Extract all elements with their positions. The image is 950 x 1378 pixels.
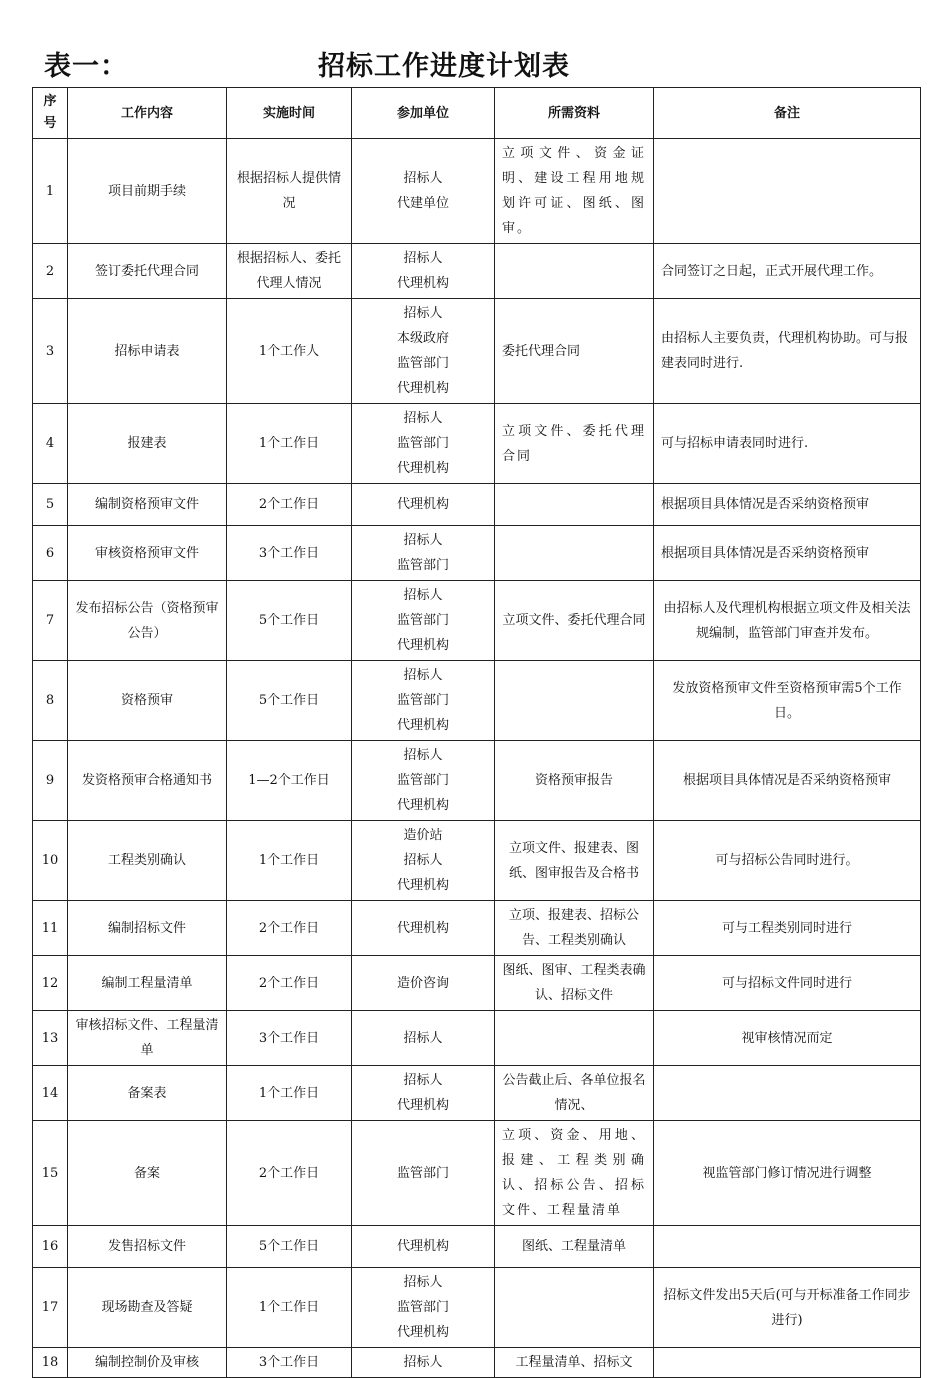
cell-line: 代理机构 <box>396 638 449 653</box>
required-materials-cell: 立项、报建表、招标公告、工程类别确认 <box>495 901 654 956</box>
participating-units-cell <box>352 661 495 741</box>
work-content-cell: 备案表 <box>68 1066 227 1121</box>
schedule-time-cell: 1个工作日 <box>227 1268 352 1348</box>
row-number-cell: 18 <box>33 1348 68 1378</box>
row-number-cell: 1 <box>33 139 68 244</box>
cell-line: 代建单位 <box>396 196 449 211</box>
row-number-cell: 5 <box>33 484 68 526</box>
work-content-cell: 编制工程量清单 <box>68 956 227 1011</box>
cell-line: 监管部门 <box>396 436 449 451</box>
schedule-time-cell: 5个工作日 <box>227 1226 352 1268</box>
table-row <box>33 1226 921 1268</box>
required-materials-cell: 工程量清单、招标文 <box>495 1348 654 1378</box>
cell-line: 招标人 <box>403 171 443 186</box>
participating-units-cell: 造价咨询 <box>352 956 495 1011</box>
table-row <box>33 581 921 661</box>
schedule-time-cell: 1个工作日 <box>227 1066 352 1121</box>
cell-line: 代理机构 <box>396 381 449 396</box>
required-materials-cell <box>495 1011 654 1066</box>
row-number-cell: 3 <box>33 299 68 404</box>
schedule-time-cell: 5个工作日 <box>227 661 352 741</box>
cell-line: 招标人 <box>403 588 443 603</box>
table-row <box>33 244 921 299</box>
participating-units-cell <box>352 581 495 661</box>
remarks-cell <box>654 1348 921 1378</box>
cell-line: 代理机构 <box>396 461 449 476</box>
row-number-cell: 14 <box>33 1066 68 1121</box>
table-row <box>33 1011 921 1066</box>
remarks-cell <box>654 1226 921 1268</box>
table-label: 表一： <box>44 51 128 82</box>
schedule-time-cell: 5个工作日 <box>227 581 352 661</box>
schedule-time-cell: 1个工作日 <box>227 404 352 484</box>
cell-line: 监管部门 <box>396 1300 449 1315</box>
cell-line: 代理机构 <box>396 798 449 813</box>
table-row <box>33 526 921 581</box>
participating-units-cell: 代理机构 <box>352 901 495 956</box>
required-materials-cell: 资格预审报告 <box>495 741 654 821</box>
required-materials-cell: 立项文件、资金证明、建设工程用地规划许可证、图纸、图审。 <box>495 139 654 244</box>
cell-line: 代理机构 <box>396 1325 449 1340</box>
required-materials-cell: 公告截止后、各单位报名情况、 <box>495 1066 654 1121</box>
cell-line: 本级政府 <box>396 331 449 346</box>
table-row <box>33 139 921 244</box>
work-content-cell: 审核资格预审文件 <box>68 526 227 581</box>
row-number-cell: 10 <box>33 821 68 901</box>
work-content-cell: 报建表 <box>68 404 227 484</box>
work-content-cell: 编制资格预审文件 <box>68 484 227 526</box>
table-row <box>33 1121 921 1226</box>
remarks-cell <box>654 1066 921 1121</box>
row-number-cell: 7 <box>33 581 68 661</box>
header-units: 参加单位 <box>352 88 495 139</box>
participating-units-cell <box>352 1268 495 1348</box>
work-content-cell: 工程类别确认 <box>68 821 227 901</box>
remarks-cell: 发放资格预审文件至资格预审需5个工作日。 <box>654 661 921 741</box>
cell-line: 代理机构 <box>396 878 449 893</box>
remarks-cell: 招标文件发出5天后(可与开标准备工作同步进行) <box>654 1268 921 1348</box>
work-content-cell: 编制控制价及审核 <box>68 1348 227 1378</box>
schedule-time-cell: 3个工作日 <box>227 1348 352 1378</box>
participating-units-cell: 代理机构 <box>352 484 495 526</box>
table-header <box>33 88 921 139</box>
required-materials-cell: 立项文件、委托代理合同 <box>495 581 654 661</box>
participating-units-cell <box>352 139 495 244</box>
table-row <box>33 956 921 1011</box>
cell-line: 招标人 <box>403 411 443 426</box>
table-row <box>33 741 921 821</box>
required-materials-cell <box>495 484 654 526</box>
remarks-cell: 合同签订之日起，正式开展代理工作。 <box>654 244 921 299</box>
schedule-time-cell: 3个工作日 <box>227 1011 352 1066</box>
required-materials-cell: 委托代理合同 <box>495 299 654 404</box>
remarks-cell: 可与工程类别同时进行 <box>654 901 921 956</box>
work-content-cell: 现场勘查及答疑 <box>68 1268 227 1348</box>
row-number-cell: 17 <box>33 1268 68 1348</box>
participating-units-cell: 招标人 <box>352 1348 495 1378</box>
row-number-cell: 2 <box>33 244 68 299</box>
participating-units-cell <box>352 244 495 299</box>
work-content-cell: 发布招标公告（资格预审公告） <box>68 581 227 661</box>
work-content-cell: 发售招标文件 <box>68 1226 227 1268</box>
remarks-cell: 可与招标公告同时进行。 <box>654 821 921 901</box>
participating-units-cell <box>352 1066 495 1121</box>
table-row <box>33 661 921 741</box>
work-content-cell: 备案 <box>68 1121 227 1226</box>
remarks-cell: 可与招标文件同时进行 <box>654 956 921 1011</box>
row-number-cell: 6 <box>33 526 68 581</box>
schedule-time-cell: 2个工作日 <box>227 1121 352 1226</box>
table-row <box>33 901 921 956</box>
remarks-cell: 视监管部门修订情况进行调整 <box>654 1121 921 1226</box>
work-content-cell: 审核招标文件、工程量清单 <box>68 1011 227 1066</box>
cell-line: 监管部门 <box>396 693 449 708</box>
cell-line: 招标人 <box>403 853 443 868</box>
row-number-cell: 11 <box>33 901 68 956</box>
row-number-cell: 13 <box>33 1011 68 1066</box>
participating-units-cell <box>352 526 495 581</box>
participating-units-cell: 招标人 <box>352 1011 495 1066</box>
cell-line: 招标人 <box>403 748 443 763</box>
header-no-line1: 序 <box>43 94 57 109</box>
table-row <box>33 1066 921 1121</box>
cell-line: 造价站 <box>403 828 443 843</box>
header-row <box>33 88 921 139</box>
participating-units-cell: 代理机构 <box>352 1226 495 1268</box>
remarks-cell: 视审核情况而定 <box>654 1011 921 1066</box>
remarks-cell: 可与招标申请表同时进行. <box>654 404 921 484</box>
required-materials-cell: 立项、资金、用地、报建、工程类别确认、招标公告、招标文件、工程量清单 <box>495 1121 654 1226</box>
cell-line: 代理机构 <box>396 718 449 733</box>
table-row <box>33 484 921 526</box>
required-materials-cell <box>495 1268 654 1348</box>
row-number-cell: 16 <box>33 1226 68 1268</box>
schedule-time-cell: 2个工作日 <box>227 901 352 956</box>
header-no <box>33 88 68 139</box>
row-number-cell: 9 <box>33 741 68 821</box>
cell-line: 招标人 <box>403 251 443 266</box>
schedule-time-cell: 3个工作日 <box>227 526 352 581</box>
required-materials-cell: 立项文件、报建表、图纸、图审报告及合格书 <box>495 821 654 901</box>
cell-line: 招标人 <box>403 668 443 683</box>
participating-units-cell <box>352 299 495 404</box>
remarks-cell: 由招标人及代理机构根据立项文件及相关法规编制，监管部门审查并发布。 <box>654 581 921 661</box>
header-remarks: 备注 <box>654 88 921 139</box>
remarks-cell: 根据项目具体情况是否采纳资格预审 <box>654 484 921 526</box>
work-content-cell: 签订委托代理合同 <box>68 244 227 299</box>
schedule-time-cell: 1个工作日 <box>227 821 352 901</box>
required-materials-cell <box>495 661 654 741</box>
schedule-time-cell: 根据招标人提供情况 <box>227 139 352 244</box>
work-content-cell: 资格预审 <box>68 661 227 741</box>
schedule-table <box>32 87 921 1378</box>
row-number-cell: 4 <box>33 404 68 484</box>
work-content-cell: 项目前期手续 <box>68 139 227 244</box>
cell-line: 代理机构 <box>396 276 449 291</box>
cell-line: 代理机构 <box>396 1098 449 1113</box>
header-no-line2: 号 <box>43 116 57 131</box>
schedule-time-cell: 2个工作日 <box>227 956 352 1011</box>
page-title: 招标工作进度计划表 <box>318 51 570 82</box>
row-number-cell: 8 <box>33 661 68 741</box>
table-row <box>33 299 921 404</box>
remarks-cell: 根据项目具体情况是否采纳资格预审 <box>654 741 921 821</box>
row-number-cell: 15 <box>33 1121 68 1226</box>
table-body <box>33 139 921 1378</box>
table-row <box>33 404 921 484</box>
required-materials-cell: 图纸、图审、工程类表确认、招标文件 <box>495 956 654 1011</box>
remarks-cell: 由招标人主要负责，代理机构协助。可与报建表同时进行. <box>654 299 921 404</box>
required-materials-cell <box>495 244 654 299</box>
row-number-cell: 12 <box>33 956 68 1011</box>
participating-units-cell: 监管部门 <box>352 1121 495 1226</box>
required-materials-cell: 立项文件、委托代理合同 <box>495 404 654 484</box>
cell-line: 监管部门 <box>396 558 449 573</box>
participating-units-cell <box>352 821 495 901</box>
remarks-cell: 根据项目具体情况是否采纳资格预审 <box>654 526 921 581</box>
header-time: 实施时间 <box>227 88 352 139</box>
participating-units-cell <box>352 741 495 821</box>
schedule-time-cell: 根据招标人、委托代理人情况 <box>227 244 352 299</box>
cell-line: 招标人 <box>403 1275 443 1290</box>
work-content-cell: 招标申请表 <box>68 299 227 404</box>
table-row <box>33 1348 921 1378</box>
schedule-time-cell: 1—2个工作日 <box>227 741 352 821</box>
required-materials-cell <box>495 526 654 581</box>
cell-line: 招标人 <box>403 1073 443 1088</box>
work-content-cell: 编制招标文件 <box>68 901 227 956</box>
required-materials-cell: 图纸、工程量清单 <box>495 1226 654 1268</box>
work-content-cell: 发资格预审合格通知书 <box>68 741 227 821</box>
remarks-cell <box>654 139 921 244</box>
table-row <box>33 1268 921 1348</box>
cell-line: 招标人 <box>403 306 443 321</box>
header-materials: 所需资料 <box>495 88 654 139</box>
table-row <box>33 821 921 901</box>
cell-line: 监管部门 <box>396 773 449 788</box>
header-content: 工作内容 <box>68 88 227 139</box>
cell-line: 监管部门 <box>396 613 449 628</box>
schedule-time-cell: 2个工作日 <box>227 484 352 526</box>
cell-line: 招标人 <box>403 533 443 548</box>
cell-line: 监管部门 <box>396 356 449 371</box>
participating-units-cell <box>352 404 495 484</box>
schedule-time-cell: 1个工作人 <box>227 299 352 404</box>
